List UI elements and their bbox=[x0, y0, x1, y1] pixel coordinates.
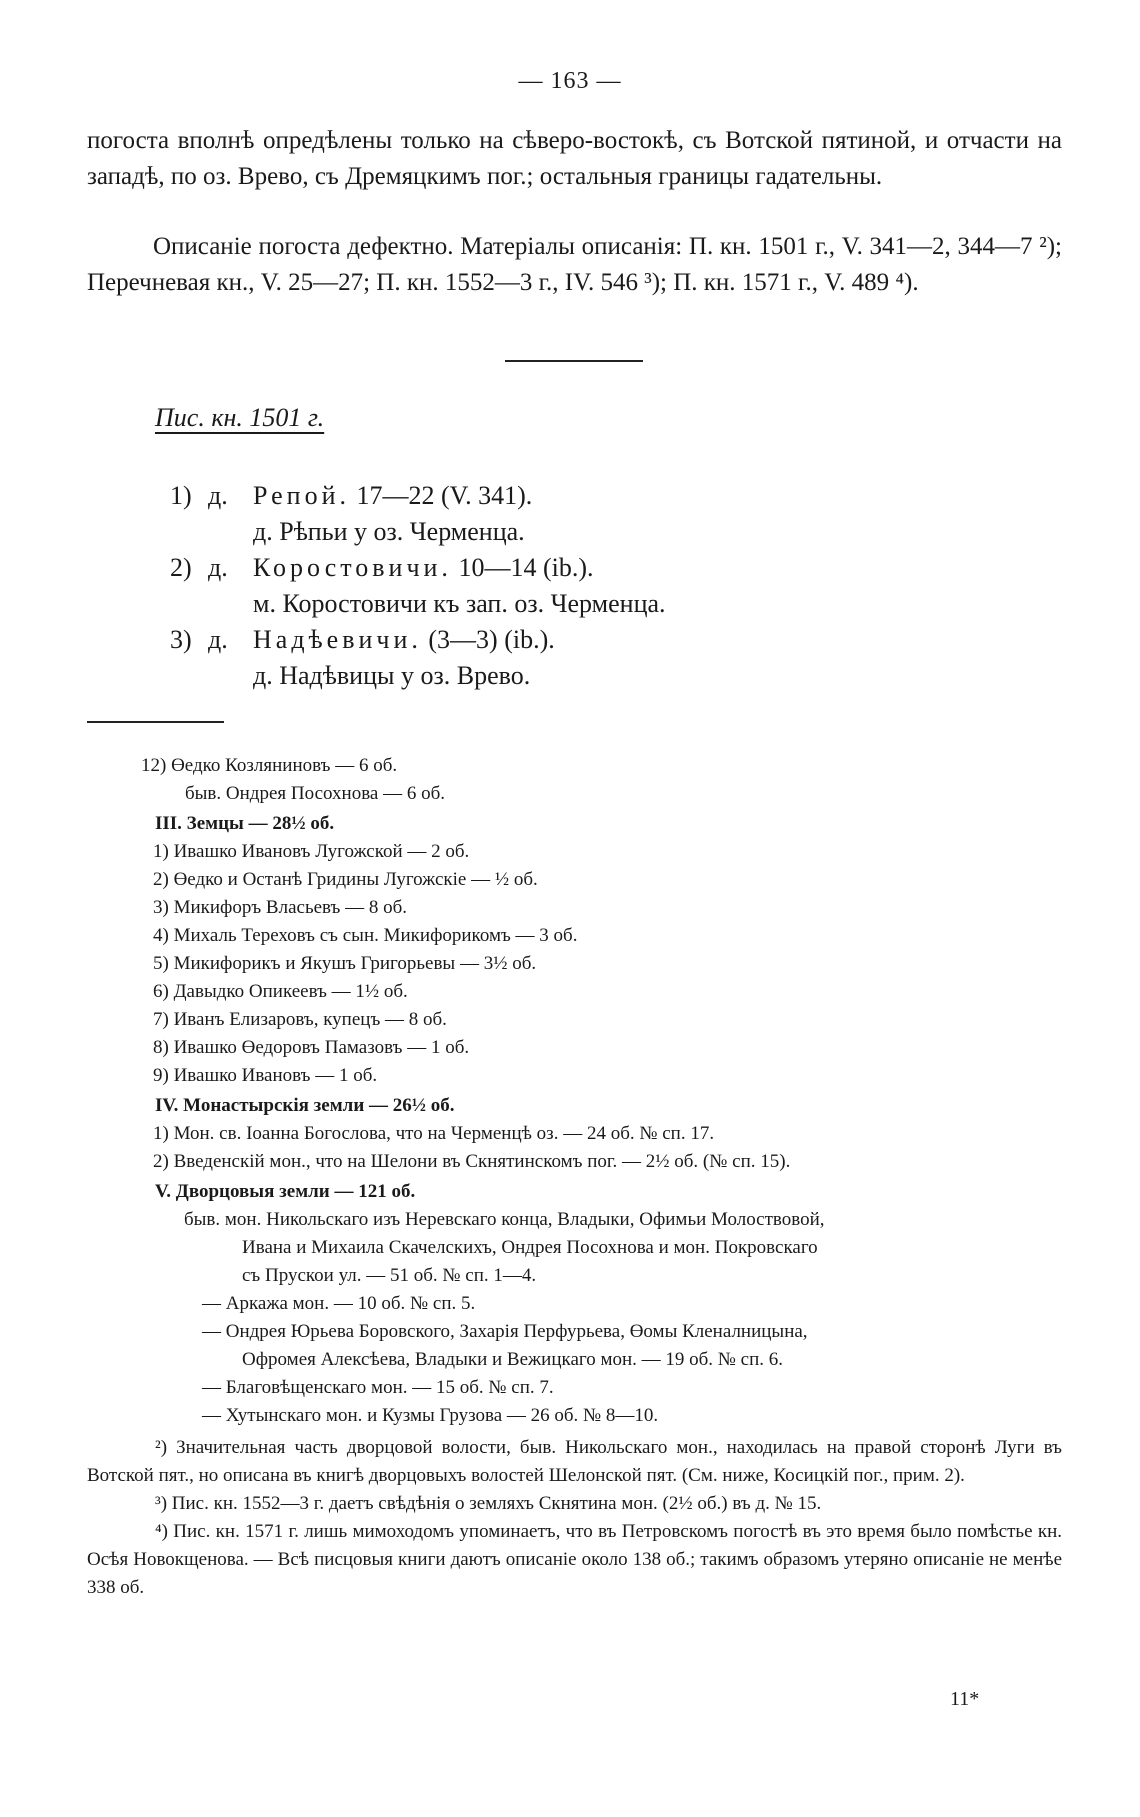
footnote-line: быв. Ондрея Посохнова — 6 об. bbox=[185, 783, 446, 804]
village-identification: д. Надѣвицы у оз. Врево. bbox=[253, 661, 531, 690]
page-number: — 163 — bbox=[518, 68, 622, 94]
village-number: 2) bbox=[170, 553, 192, 582]
list-item: 2) Өедко и Останѣ Гридины Лугожскіе — ½ об. bbox=[153, 869, 538, 890]
list-item: 6) Давыдко Опикеевъ — 1½ об. bbox=[153, 981, 408, 1002]
list-item: — Ондрея Юрьева Боровского, Захарія Перфурьева, Өомы Кленалницына, bbox=[202, 1321, 808, 1342]
village-entry bbox=[170, 550, 970, 586]
list-item-continuation: Офромея Алексѣева, Владыки и Вежицкаго мон. — 19 об. № сп. 6. bbox=[242, 1349, 784, 1370]
list-item-continuation: съ Прускои ул. — 51 об. № сп. 1—4. bbox=[242, 1265, 537, 1286]
footnote-2: ²) Значительная часть дворцовой волости, быв. Никольскаго мон., находилась на правой сторонѣ Луги въ Вотской пят., но описана въ книгѣ дворцовыхъ волостей Шелонской пят. (См. ниже, Косицкій пог., прим. 2). bbox=[87, 1437, 1062, 1486]
village-entry bbox=[170, 478, 970, 514]
footnotes bbox=[87, 752, 1062, 1602]
village-prefix: д. bbox=[208, 553, 228, 582]
sheet-signature: 11* bbox=[950, 1688, 980, 1710]
village-prefix: д. bbox=[208, 481, 228, 510]
list-item: — Аркажа мон. — 10 об. № сп. 5. bbox=[202, 1293, 476, 1314]
list-item: быв. мон. Никольскаго изъ Неревскаго конца, Владыки, Офимьи Молоствовой, bbox=[184, 1209, 825, 1230]
section-title: V. Дворцовыя земли — 121 об. bbox=[155, 1181, 416, 1202]
village-entry bbox=[170, 622, 970, 658]
list-item-continuation: Ивана и Михаила Скачелскихъ, Ондрея Посохнова и мон. Покровскаго bbox=[242, 1237, 818, 1258]
paragraph-text: Описаніе погоста дефектно. Матеріалы описанія: П. кн. 1501 г., V. 341—2, 344—7 ²); Перечневая кн., V. 25—27; П. кн. 1552—3 г., IV. 546 ³); П. кн. 1571 г., V. 489 ⁴). bbox=[87, 233, 1062, 296]
village-name: Коростовичи. bbox=[253, 553, 452, 582]
paragraph-text: погоста вполнѣ опредѣлены только на сѣверо-востокѣ, съ Вотской пятиной, и отчасти на западѣ, по оз. Врево, съ Дремяцкимъ пог.; остальныя границы гадательны. bbox=[87, 127, 1062, 190]
list-item: — Благовѣщенскаго мон. — 15 об. № сп. 7. bbox=[202, 1377, 554, 1398]
village-prefix: д. bbox=[208, 625, 228, 654]
list-item: 3) Микифоръ Власьевъ — 8 об. bbox=[153, 897, 408, 918]
paragraph-boundaries bbox=[87, 123, 1062, 195]
village-identification: м. Коростовичи къ зап. оз. Черменца. bbox=[253, 589, 666, 618]
paragraph-sources bbox=[87, 229, 1062, 301]
list-item: 8) Ивашко Өедоровъ Памазовъ — 1 об. bbox=[153, 1037, 470, 1058]
footnote-3: ³) Пис. кн. 1552—3 г. даетъ свѣдѣнія о земляхъ Скнятина мон. (2½ об.) въ д. № 15. bbox=[155, 1493, 822, 1514]
list-item: 1) Ивашко Ивановъ Лугожской — 2 об. bbox=[153, 841, 470, 862]
list-item: 2) Введенскій мон., что на Шелони въ Скнятинскомъ пог. — 2½ об. (№ сп. 15). bbox=[153, 1151, 791, 1172]
village-number: 3) bbox=[170, 625, 192, 654]
village-range: 10—14 (ib.). bbox=[458, 553, 594, 582]
village-name: Надѣевичи. bbox=[253, 625, 422, 654]
footnote-4: ⁴) Пис. кн. 1571 г. лишь мимоходомъ упоминаетъ, что въ Петровскомъ погостѣ въ это время было помѣстье кн. Осѣя Новокщенова. — Всѣ писцовыя книги даютъ описаніе около 138 об.; такимъ образомъ утеряно описаніе не менѣе 338 об. bbox=[87, 1521, 1062, 1598]
village-list bbox=[170, 478, 970, 694]
village-range: 17—22 (V. 341). bbox=[356, 481, 533, 510]
village-identification: д. Рѣпьи у оз. Черменца. bbox=[253, 517, 525, 546]
village-number: 1) bbox=[170, 481, 192, 510]
list-item: 7) Иванъ Елизаровъ, купецъ — 8 об. bbox=[153, 1009, 447, 1030]
section-divider bbox=[505, 360, 643, 362]
list-item: — Хутынскаго мон. и Кузмы Грузова — 26 об. № 8—10. bbox=[202, 1405, 659, 1426]
section-title: IV. Монастырскія земли — 26½ об. bbox=[155, 1095, 455, 1116]
footnote-divider bbox=[87, 721, 224, 723]
list-item: 4) Михаль Тереховъ съ сын. Микифорикомъ — 3 об. bbox=[153, 925, 578, 946]
list-item: 9) Ивашко Ивановъ — 1 об. bbox=[153, 1065, 378, 1086]
list-item: 5) Микифорикъ и Якушъ Григорьевы — 3½ об. bbox=[153, 953, 537, 974]
section-heading: Пис. кн. 1501 г. bbox=[155, 403, 325, 432]
list-item: 1) Мон. св. Іоанна Богослова, что на Черменцѣ оз. — 24 об. № сп. 17. bbox=[153, 1123, 715, 1144]
village-name: Репой. bbox=[253, 481, 350, 510]
footnote-line: 12) Өедко Козляниновъ — 6 об. bbox=[141, 755, 398, 776]
section-title: III. Земцы — 28½ об. bbox=[155, 813, 335, 834]
village-range: (3—3) (ib.). bbox=[428, 625, 555, 654]
